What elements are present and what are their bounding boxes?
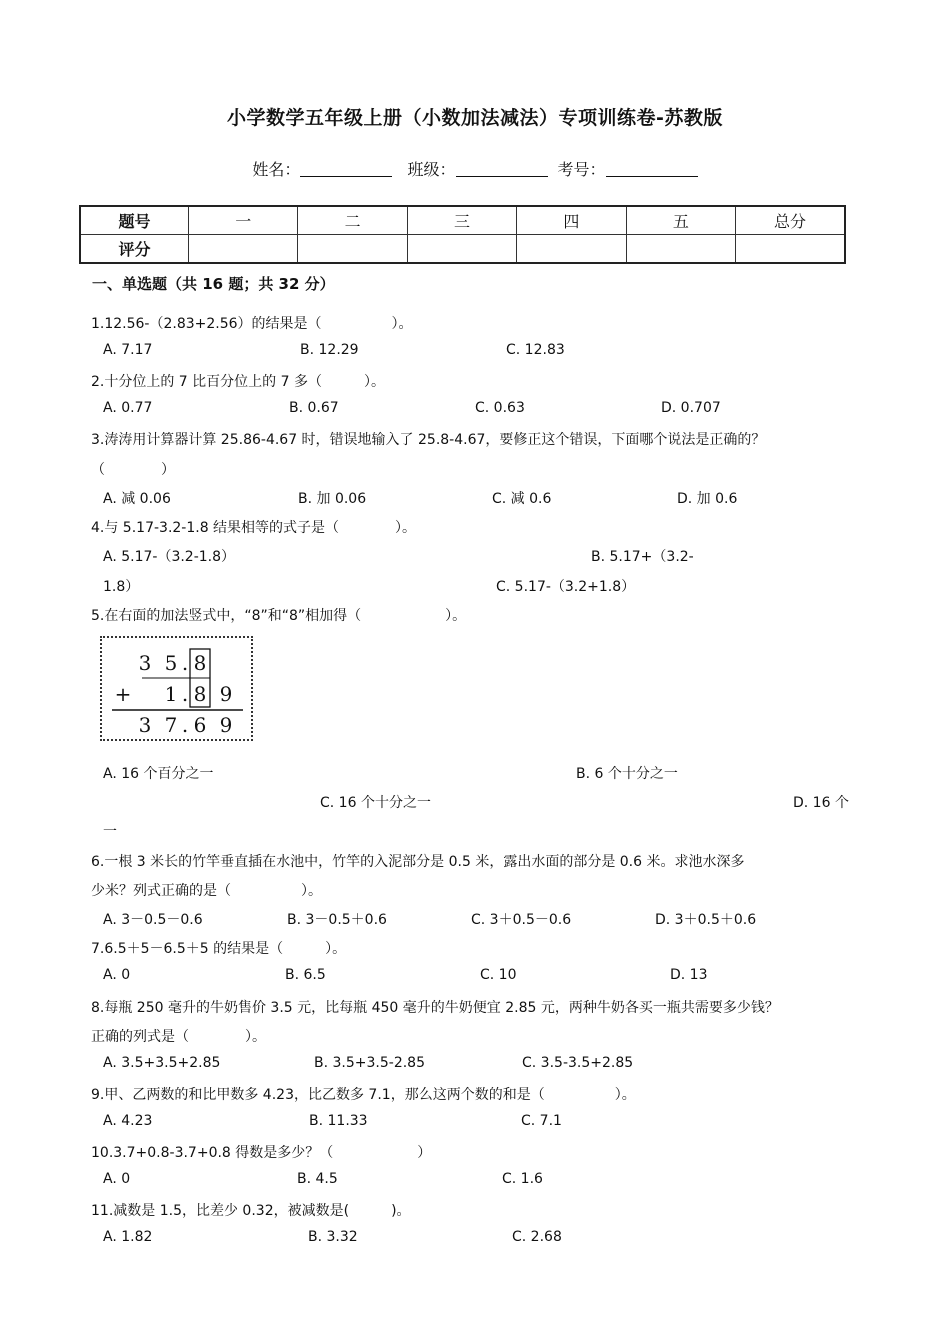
score-cell-2[interactable] (298, 235, 407, 264)
question-number-label: 题号 (80, 206, 189, 235)
q2-option-b[interactable]: B. 0.67 (289, 400, 339, 416)
question-2: 2.十分位上的 7 比百分位上的 7 多（ ）。 (91, 374, 385, 390)
digit: 3 (138, 713, 152, 737)
q5-option-d-cont[interactable]: 一 (103, 824, 117, 840)
decimal-point: . (181, 651, 189, 675)
q5-option-c[interactable]: C. 16 个十分之一 (320, 795, 431, 811)
score-col-3: 三 (407, 206, 516, 235)
q1-option-a[interactable]: A. 7.17 (103, 342, 153, 358)
question-8-cont: 正确的列式是（ ）。 (91, 1029, 266, 1045)
q2-option-d[interactable]: D. 0.707 (661, 400, 721, 416)
section-title: 一、单选题（共 16 题；共 32 分） (92, 275, 335, 293)
question-3-cont: （ ） (91, 462, 175, 478)
score-table (79, 205, 846, 264)
digit: 3 (138, 651, 152, 675)
q3-option-a[interactable]: A. 减 0.06 (103, 491, 171, 507)
exam-number-label: 考号： (557, 160, 606, 179)
digit: 6 (193, 713, 207, 737)
q6-option-c[interactable]: C. 3＋0.5－0.6 (471, 912, 572, 928)
class-label: 班级： (407, 160, 456, 179)
score-cell-5[interactable] (626, 235, 735, 264)
q8-option-a[interactable]: A. 3.5+3.5+2.85 (103, 1055, 221, 1071)
q2-option-a[interactable]: A. 0.77 (103, 400, 153, 416)
score-col-1: 一 (189, 206, 298, 235)
question-11: 11.减数是 1.5，比差少 0.32，被减数是( )。 (91, 1203, 411, 1219)
digit: 7 (164, 713, 178, 737)
q10-option-b[interactable]: B. 4.5 (297, 1171, 338, 1187)
digit-highlighted: 8 (193, 651, 207, 675)
score-cell-total[interactable] (736, 235, 845, 264)
q7-option-a[interactable]: A. 0 (103, 967, 131, 983)
q5-option-a[interactable]: A. 16 个百分之一 (103, 766, 214, 782)
question-6-cont: 少米？列式正确的是（ ）。 (91, 883, 322, 899)
q11-option-c[interactable]: C. 2.68 (512, 1229, 562, 1245)
q10-option-c[interactable]: C. 1.6 (502, 1171, 543, 1187)
question-10: 10.3.7+0.8-3.7+0.8 得数是多少？（ ） (91, 1145, 432, 1161)
q11-option-b[interactable]: B. 3.32 (308, 1229, 358, 1245)
digit: 5 (164, 651, 178, 675)
score-col-5: 五 (626, 206, 735, 235)
question-4: 4.与 5.17-3.2-1.8 结果相等的式子是（ ）。 (91, 520, 417, 536)
score-cell-1[interactable] (189, 235, 298, 264)
digit: 1 (164, 682, 178, 706)
score-label: 评分 (80, 235, 189, 264)
question-9: 9.甲、乙两数的和比甲数多 4.23，比乙数多 7.1，那么这两个数的和是（ ）。 (91, 1087, 636, 1103)
q4-option-b[interactable]: B. 5.17+（3.2- (591, 549, 694, 565)
q6-option-b[interactable]: B. 3－0.5＋0.6 (287, 912, 387, 928)
q7-option-d[interactable]: D. 13 (670, 967, 708, 983)
q5-option-b[interactable]: B. 6 个十分之一 (576, 766, 678, 782)
question-8: 8.每瓶 250 毫升的牛奶售价 3.5 元，比每瓶 450 毫升的牛奶便宜 2.85 元，两种牛奶各买一瓶共需要多少钱？ (91, 1000, 779, 1016)
addition-figure-svg (102, 638, 251, 739)
score-cell-4[interactable] (517, 235, 626, 264)
q4-option-b-cont[interactable]: 1.8） (103, 579, 140, 595)
digit-highlighted: 8 (193, 682, 207, 706)
q3-option-d[interactable]: D. 加 0.6 (677, 491, 738, 507)
q5-option-d[interactable]: D. 16 个 (793, 795, 849, 811)
vertical-addition-figure (100, 636, 253, 741)
score-cell-3[interactable] (407, 235, 516, 264)
q6-option-a[interactable]: A. 3－0.5－0.6 (103, 912, 203, 928)
question-6: 6.一根 3 米长的竹竿垂直插在水池中，竹竿的入泥部分是 0.5 米，露出水面的部分是 0.6 米。求池水深多 (91, 854, 745, 870)
q9-option-a[interactable]: A. 4.23 (103, 1113, 153, 1129)
q9-option-b[interactable]: B. 11.33 (309, 1113, 368, 1129)
q3-option-b[interactable]: B. 加 0.06 (298, 491, 367, 507)
q1-option-b[interactable]: B. 12.29 (300, 342, 359, 358)
page-title: 小学数学五年级上册（小数加法减法）专项训练卷-苏教版 (227, 107, 723, 129)
digit: 9 (219, 682, 233, 706)
q8-option-c[interactable]: C. 3.5-3.5+2.85 (522, 1055, 634, 1071)
exam-number-blank[interactable] (606, 160, 698, 177)
score-col-total: 总分 (736, 206, 845, 235)
score-table-header-row (80, 206, 845, 235)
q1-option-c[interactable]: C. 12.83 (506, 342, 565, 358)
question-7: 7.6.5＋5－6.5＋5 的结果是（ ）。 (91, 941, 347, 957)
decimal-point: . (181, 682, 189, 706)
score-col-4: 四 (517, 206, 626, 235)
name-label: 姓名： (252, 160, 301, 179)
name-blank[interactable] (300, 160, 392, 177)
q11-option-a[interactable]: A. 1.82 (103, 1229, 153, 1245)
plus-sign: + (114, 682, 132, 706)
score-col-2: 二 (298, 206, 407, 235)
question-5: 5.在右面的加法竖式中，“8”和“8”相加得（ ）。 (91, 608, 467, 624)
q7-option-c[interactable]: C. 10 (480, 967, 517, 983)
decimal-point: . (181, 713, 189, 737)
q2-option-c[interactable]: C. 0.63 (475, 400, 525, 416)
q4-option-c[interactable]: C. 5.17-（3.2+1.8） (496, 579, 636, 595)
question-1: 1.12.56-（2.83+2.56）的结果是（ ）。 (91, 316, 413, 332)
q10-option-a[interactable]: A. 0 (103, 1171, 131, 1187)
q9-option-c[interactable]: C. 7.1 (521, 1113, 562, 1129)
class-blank[interactable] (456, 160, 548, 177)
score-table-score-row (80, 235, 845, 264)
student-info-line (0, 157, 950, 180)
q3-option-c[interactable]: C. 减 0.6 (492, 491, 552, 507)
q7-option-b[interactable]: B. 6.5 (285, 967, 326, 983)
digit: 9 (219, 713, 233, 737)
q6-option-d[interactable]: D. 3＋0.5＋0.6 (655, 912, 757, 928)
question-3: 3.涛涛用计算器计算 25.86-4.67 时，错误地输入了 25.8-4.67，要修正这个错误，下面哪个说法是正确的？ (91, 432, 766, 448)
q4-option-a[interactable]: A. 5.17-（3.2-1.8） (103, 549, 236, 565)
q8-option-b[interactable]: B. 3.5+3.5-2.85 (314, 1055, 425, 1071)
